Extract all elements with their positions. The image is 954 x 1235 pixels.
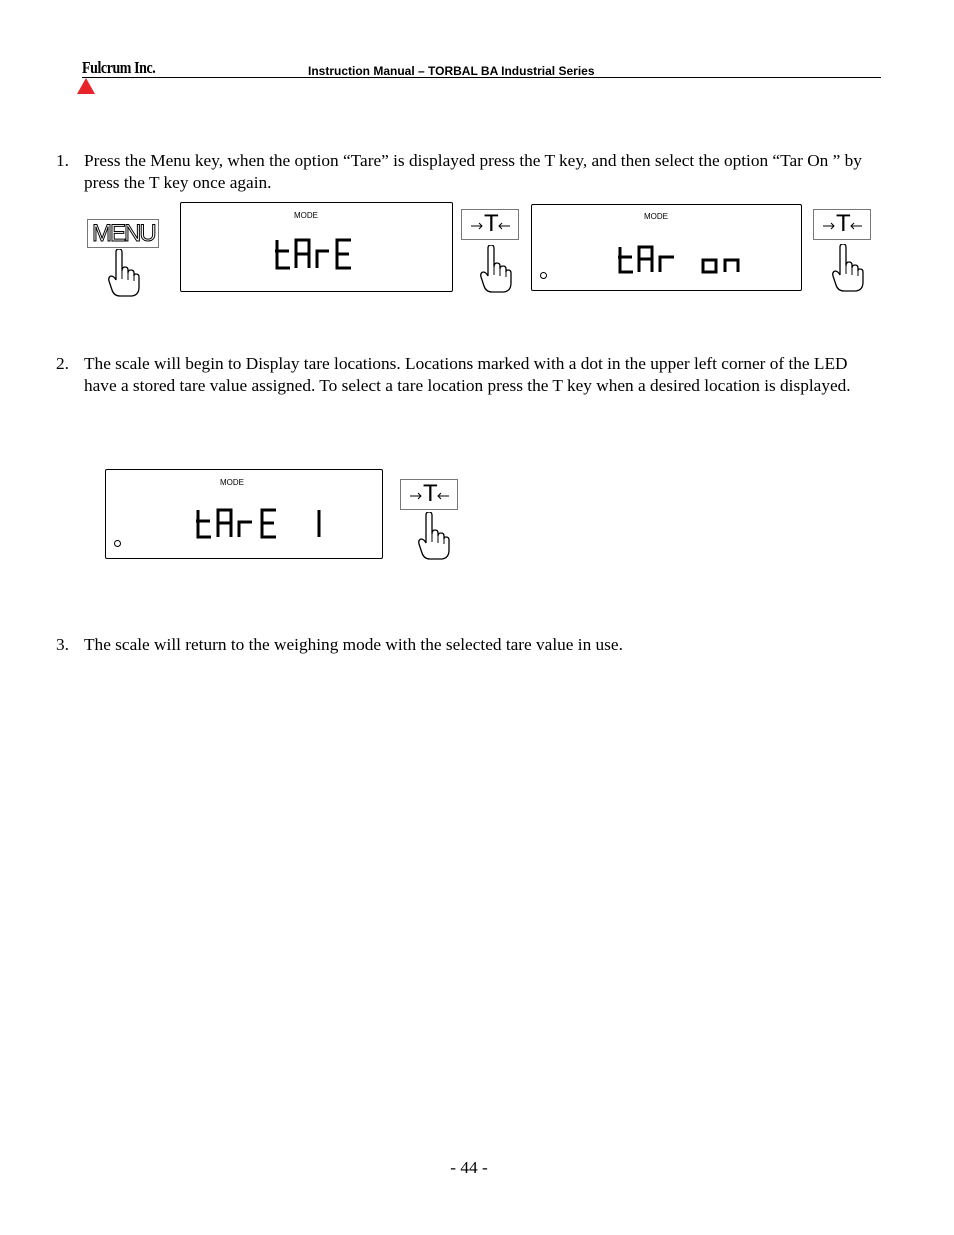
lcd-display-tar-on <box>531 204 802 291</box>
hand-pointer-icon <box>418 512 450 560</box>
menu-key[interactable] <box>87 219 159 248</box>
lcd-display-tare-1 <box>105 469 383 559</box>
page-number: - 44 - <box>450 1158 488 1177</box>
tare-key-label: T <box>836 210 851 237</box>
mode-indicator: MODE <box>220 478 244 487</box>
step-number: 1. <box>56 151 69 170</box>
lcd-display-tare <box>180 202 453 292</box>
mode-indicator: MODE <box>294 211 318 220</box>
tare-key-label: T <box>423 480 438 507</box>
step-number: 2. <box>56 354 69 373</box>
stored-tare-dot-icon <box>114 540 121 547</box>
header-title: Instruction Manual – TORBAL BA Industrial Series <box>308 64 595 78</box>
tare-key[interactable] <box>461 209 519 240</box>
tare-key-label: T <box>484 210 499 237</box>
step-text: The scale will return to the weighing mode with the selected tare value in use. <box>84 635 623 654</box>
hand-pointer-icon <box>832 244 864 292</box>
lcd-readout-tar-on <box>616 245 746 275</box>
lcd-readout-tare <box>273 237 355 271</box>
menu-key-label: MENU <box>92 220 155 247</box>
step-text: Press the Menu key, when the option “Tare” is displayed press the T key, and then select the option “Tar On ” by press the T key once again. <box>84 151 862 192</box>
header-divider <box>82 77 881 78</box>
tare-key[interactable] <box>813 209 871 240</box>
company-logo: Fulcrum Inc. <box>82 58 156 77</box>
mode-indicator: MODE <box>644 212 668 221</box>
lcd-readout-tare-1 <box>194 508 324 540</box>
logo-triangle-icon <box>77 78 95 94</box>
hand-pointer-icon <box>480 245 512 293</box>
stored-tare-dot-icon <box>540 272 547 279</box>
hand-pointer-icon <box>108 249 140 297</box>
step-text: The scale will begin to Display tare locations. Locations marked with a dot in the upper left corner of the LED have a stored tare value assigned. To select a tare location press the T key when a desired location is displayed. <box>84 354 851 395</box>
tare-key[interactable] <box>400 479 458 510</box>
step-number: 3. <box>56 635 69 654</box>
